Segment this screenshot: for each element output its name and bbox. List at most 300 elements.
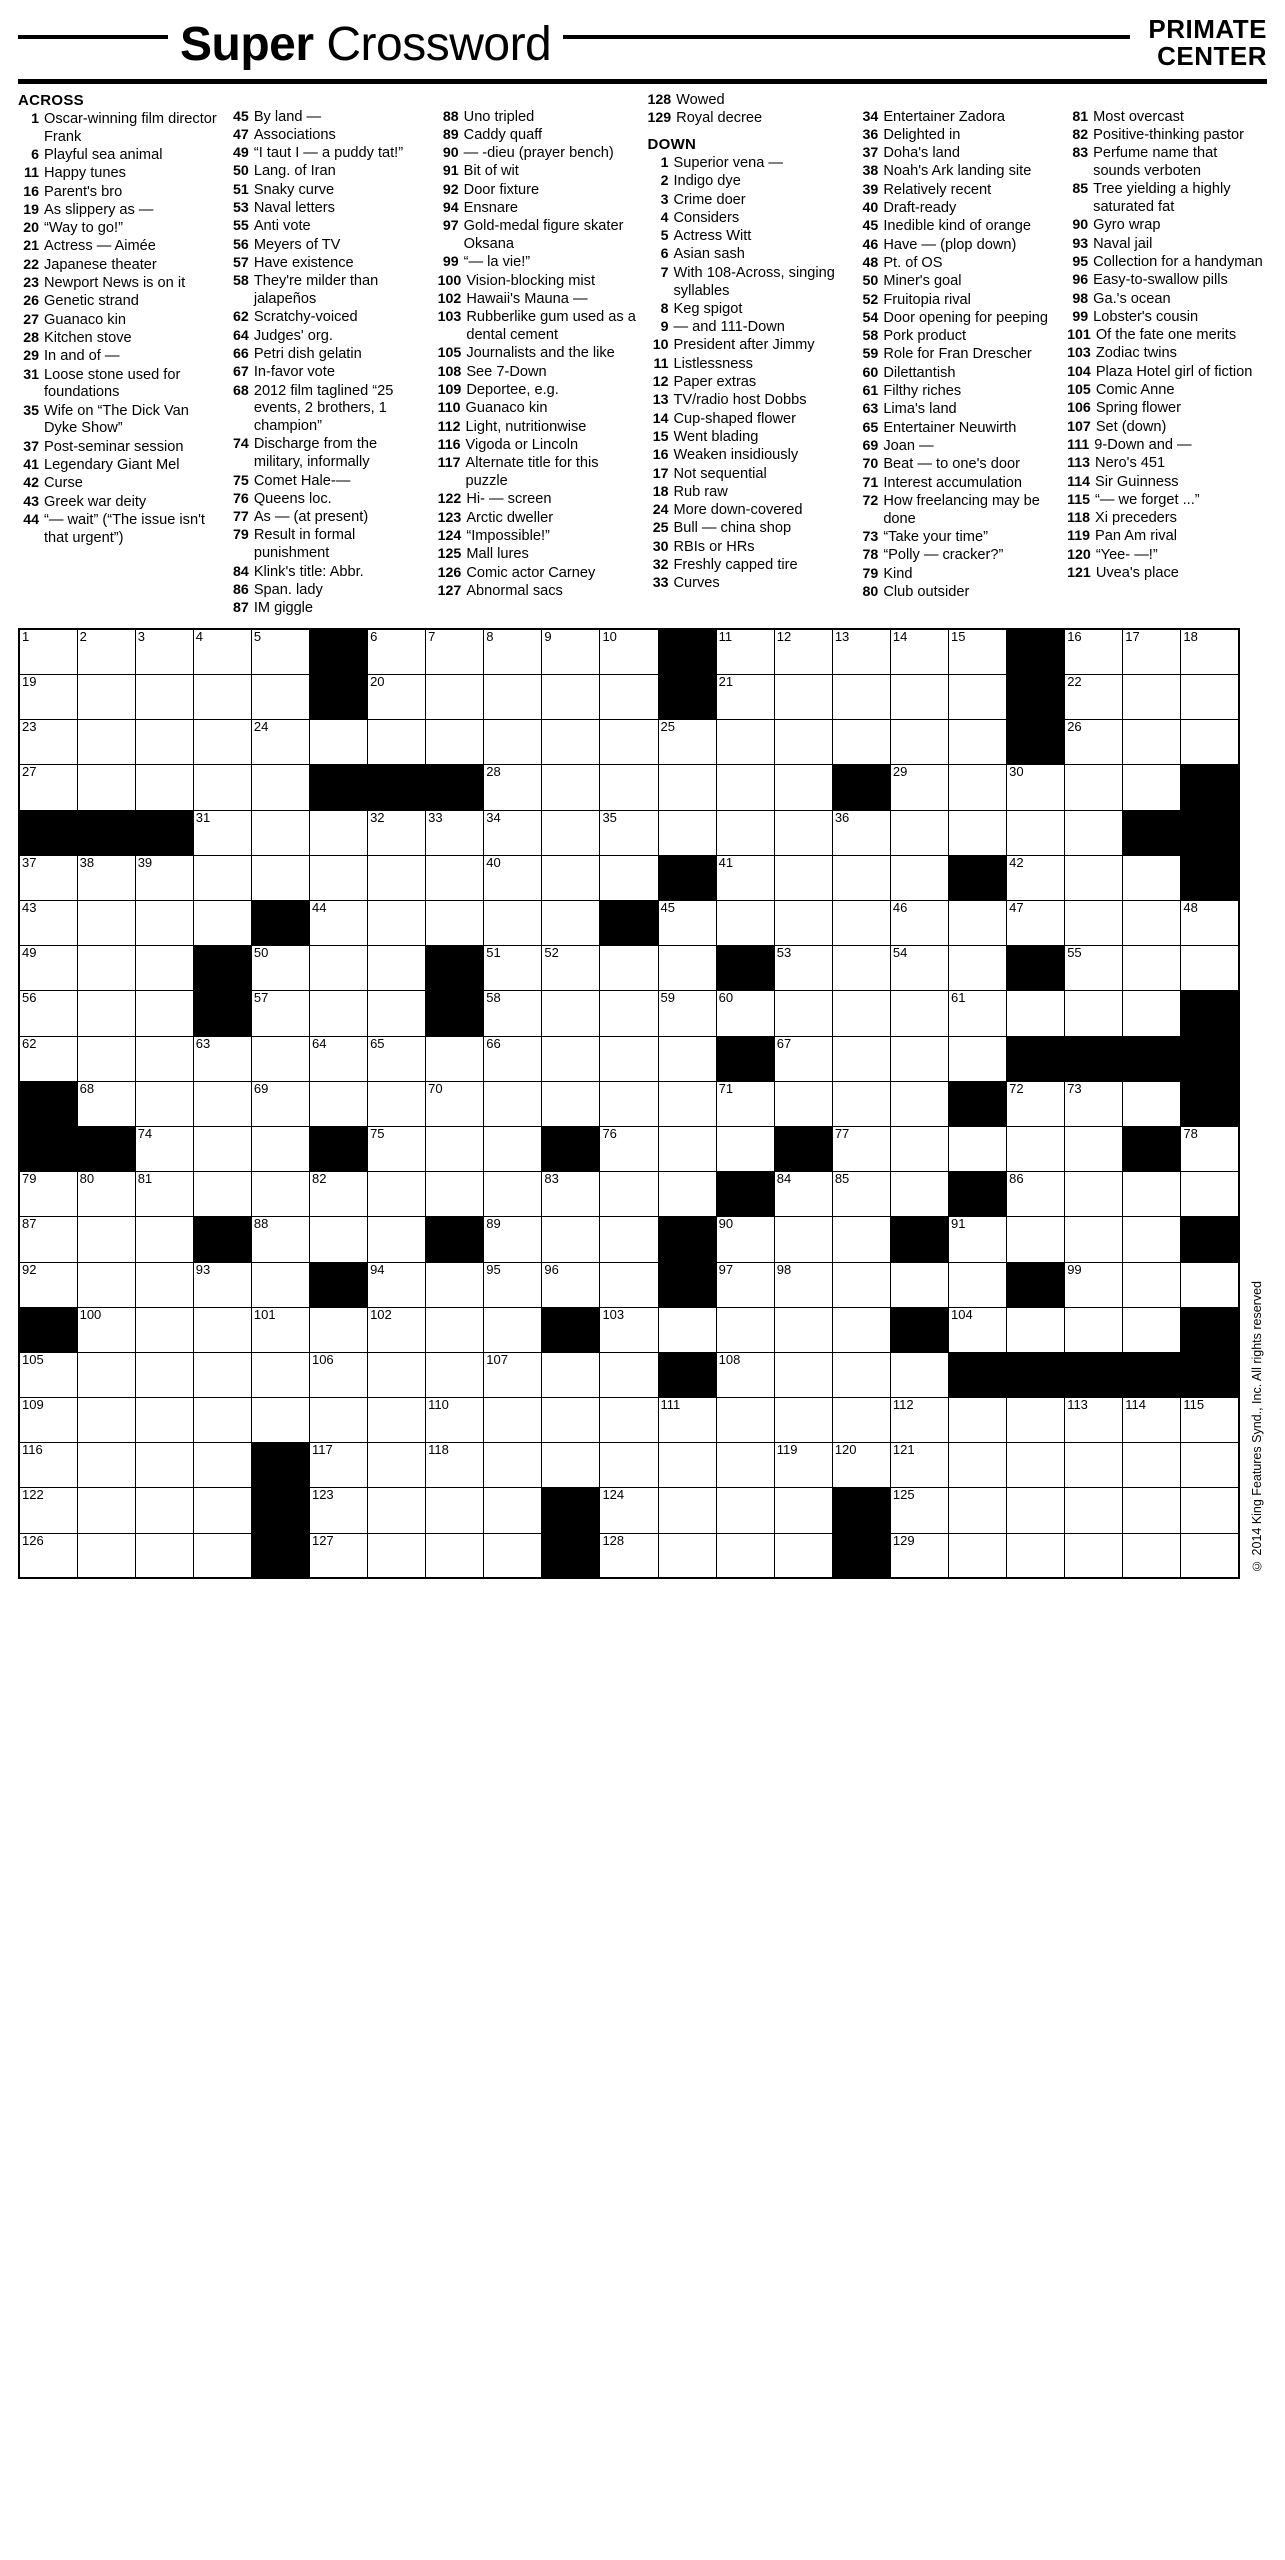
grid-cell[interactable]: [77, 1172, 135, 1217]
grid-cell[interactable]: [774, 765, 832, 810]
grid-cell[interactable]: [1181, 1172, 1239, 1217]
grid-cell[interactable]: [774, 1036, 832, 1081]
grid-cell[interactable]: [1065, 1488, 1123, 1533]
grid-cell[interactable]: [1065, 1533, 1123, 1578]
grid-cell[interactable]: [716, 1217, 774, 1262]
grid-cell[interactable]: [484, 855, 542, 900]
grid-cell[interactable]: [774, 720, 832, 765]
grid-cell[interactable]: [193, 720, 251, 765]
grid-cell[interactable]: [542, 1036, 600, 1081]
grid-cell[interactable]: [193, 1533, 251, 1578]
grid-cell[interactable]: [1007, 1172, 1065, 1217]
grid-cell[interactable]: [426, 720, 484, 765]
grid-cell[interactable]: [368, 1533, 426, 1578]
grid-cell[interactable]: [832, 1081, 890, 1126]
grid-cell[interactable]: [949, 675, 1007, 720]
grid-cell[interactable]: [949, 1533, 1007, 1578]
grid-cell[interactable]: [774, 1217, 832, 1262]
grid-cell[interactable]: [890, 901, 948, 946]
grid-cell[interactable]: [542, 1352, 600, 1397]
grid-cell[interactable]: [716, 1352, 774, 1397]
grid-cell[interactable]: [832, 946, 890, 991]
grid-cell[interactable]: [1007, 1217, 1065, 1262]
grid-cell[interactable]: [658, 1081, 716, 1126]
grid-cell[interactable]: [193, 1352, 251, 1397]
grid-cell[interactable]: [949, 1307, 1007, 1352]
grid-cell[interactable]: [1123, 1081, 1181, 1126]
grid-cell[interactable]: [774, 1352, 832, 1397]
grid-cell[interactable]: [542, 1081, 600, 1126]
grid-cell[interactable]: [77, 629, 135, 674]
grid-cell[interactable]: [426, 675, 484, 720]
grid-cell[interactable]: [19, 1036, 77, 1081]
grid-cell[interactable]: [890, 1398, 948, 1443]
grid-cell[interactable]: [1123, 1533, 1181, 1578]
grid-cell[interactable]: [135, 1398, 193, 1443]
grid-cell[interactable]: [658, 1126, 716, 1171]
grid-cell[interactable]: [1123, 1307, 1181, 1352]
grid-cell[interactable]: [1123, 946, 1181, 991]
grid-cell[interactable]: [542, 765, 600, 810]
grid-cell[interactable]: [368, 855, 426, 900]
grid-cell[interactable]: [19, 1533, 77, 1578]
grid-cell[interactable]: [949, 991, 1007, 1036]
grid-cell[interactable]: [890, 1488, 948, 1533]
grid-cell[interactable]: [77, 1262, 135, 1307]
grid-cell[interactable]: [774, 1533, 832, 1578]
grid-cell[interactable]: [1123, 1398, 1181, 1443]
grid-cell[interactable]: [19, 946, 77, 991]
grid-cell[interactable]: [426, 1398, 484, 1443]
grid-cell[interactable]: [542, 991, 600, 1036]
grid-cell[interactable]: [77, 991, 135, 1036]
grid-cell[interactable]: [193, 1398, 251, 1443]
grid-cell[interactable]: [251, 855, 309, 900]
grid-cell[interactable]: [309, 991, 367, 1036]
grid-cell[interactable]: [542, 946, 600, 991]
grid-cell[interactable]: [600, 1443, 658, 1488]
grid-cell[interactable]: [1065, 1398, 1123, 1443]
grid-cell[interactable]: [77, 1307, 135, 1352]
grid-cell[interactable]: [658, 810, 716, 855]
grid-cell[interactable]: [1065, 1307, 1123, 1352]
grid-cell[interactable]: [484, 1307, 542, 1352]
grid-cell[interactable]: [890, 855, 948, 900]
grid-cell[interactable]: [1181, 1533, 1239, 1578]
grid-cell[interactable]: [774, 1262, 832, 1307]
grid-cell[interactable]: [484, 1036, 542, 1081]
grid-cell[interactable]: [309, 855, 367, 900]
grid-cell[interactable]: [135, 1443, 193, 1488]
grid-cell[interactable]: [774, 1398, 832, 1443]
grid-cell[interactable]: [77, 855, 135, 900]
grid-cell[interactable]: [1181, 1443, 1239, 1488]
grid-cell[interactable]: [309, 1172, 367, 1217]
grid-cell[interactable]: [949, 720, 1007, 765]
grid-cell[interactable]: [600, 991, 658, 1036]
grid-cell[interactable]: [832, 810, 890, 855]
grid-cell[interactable]: [1065, 1217, 1123, 1262]
grid-cell[interactable]: [19, 1398, 77, 1443]
grid-cell[interactable]: [1007, 810, 1065, 855]
grid-cell[interactable]: [832, 1398, 890, 1443]
grid-cell[interactable]: [949, 901, 1007, 946]
grid-cell[interactable]: [19, 720, 77, 765]
grid-cell[interactable]: [774, 991, 832, 1036]
grid-cell[interactable]: [1007, 1488, 1065, 1533]
grid-cell[interactable]: [774, 1488, 832, 1533]
grid-cell[interactable]: [426, 629, 484, 674]
grid-cell[interactable]: [542, 1398, 600, 1443]
grid-cell[interactable]: [1065, 720, 1123, 765]
grid-cell[interactable]: [1181, 901, 1239, 946]
grid-cell[interactable]: [658, 991, 716, 1036]
grid-cell[interactable]: [426, 855, 484, 900]
grid-cell[interactable]: [135, 946, 193, 991]
grid-cell[interactable]: [484, 1398, 542, 1443]
grid-cell[interactable]: [832, 1352, 890, 1397]
grid-cell[interactable]: [193, 901, 251, 946]
grid-cell[interactable]: [1007, 1126, 1065, 1171]
grid-cell[interactable]: [890, 1126, 948, 1171]
grid-cell[interactable]: [251, 810, 309, 855]
grid-cell[interactable]: [309, 1352, 367, 1397]
grid-cell[interactable]: [484, 1081, 542, 1126]
grid-cell[interactable]: [716, 720, 774, 765]
grid-cell[interactable]: [1065, 1262, 1123, 1307]
grid-cell[interactable]: [949, 1126, 1007, 1171]
grid-cell[interactable]: [1007, 901, 1065, 946]
grid-cell[interactable]: [309, 1217, 367, 1262]
grid-cell[interactable]: [484, 1443, 542, 1488]
grid-cell[interactable]: [484, 1217, 542, 1262]
grid-cell[interactable]: [251, 1126, 309, 1171]
grid-cell[interactable]: [484, 675, 542, 720]
grid-cell[interactable]: [890, 1081, 948, 1126]
grid-cell[interactable]: [949, 810, 1007, 855]
grid-cell[interactable]: [600, 1352, 658, 1397]
grid-cell[interactable]: [251, 720, 309, 765]
grid-cell[interactable]: [774, 946, 832, 991]
grid-cell[interactable]: [309, 810, 367, 855]
grid-cell[interactable]: [135, 1126, 193, 1171]
grid-cell[interactable]: [77, 1036, 135, 1081]
grid-cell[interactable]: [251, 765, 309, 810]
grid-cell[interactable]: [251, 1307, 309, 1352]
grid-cell[interactable]: [832, 1172, 890, 1217]
grid-cell[interactable]: [542, 1172, 600, 1217]
grid-cell[interactable]: [135, 901, 193, 946]
grid-cell[interactable]: [949, 765, 1007, 810]
grid-cell[interactable]: [658, 1488, 716, 1533]
grid-cell[interactable]: [1007, 765, 1065, 810]
grid-cell[interactable]: [484, 946, 542, 991]
grid-cell[interactable]: [542, 720, 600, 765]
grid-cell[interactable]: [890, 675, 948, 720]
grid-cell[interactable]: [1007, 1443, 1065, 1488]
grid-cell[interactable]: [135, 1488, 193, 1533]
grid-cell[interactable]: [193, 1307, 251, 1352]
grid-cell[interactable]: [368, 901, 426, 946]
grid-cell[interactable]: [135, 1036, 193, 1081]
grid-cell[interactable]: [77, 1488, 135, 1533]
grid-cell[interactable]: [832, 1036, 890, 1081]
grid-cell[interactable]: [1007, 1307, 1065, 1352]
grid-cell[interactable]: [1181, 1126, 1239, 1171]
grid-cell[interactable]: [1007, 1533, 1065, 1578]
crossword-grid[interactable]: [18, 628, 1240, 1579]
grid-cell[interactable]: [135, 991, 193, 1036]
grid-cell[interactable]: [368, 1172, 426, 1217]
grid-cell[interactable]: [949, 1217, 1007, 1262]
grid-cell[interactable]: [1181, 629, 1239, 674]
grid-cell[interactable]: [658, 1443, 716, 1488]
grid-cell[interactable]: [309, 946, 367, 991]
grid-cell[interactable]: [658, 1398, 716, 1443]
grid-cell[interactable]: [368, 1398, 426, 1443]
grid-cell[interactable]: [1123, 1488, 1181, 1533]
grid-cell[interactable]: [716, 855, 774, 900]
grid-cell[interactable]: [832, 991, 890, 1036]
grid-cell[interactable]: [832, 855, 890, 900]
grid-cell[interactable]: [716, 1488, 774, 1533]
grid-cell[interactable]: [426, 1488, 484, 1533]
grid-cell[interactable]: [368, 629, 426, 674]
grid-cell[interactable]: [309, 1398, 367, 1443]
grid-cell[interactable]: [135, 720, 193, 765]
grid-cell[interactable]: [368, 810, 426, 855]
grid-cell[interactable]: [1181, 1262, 1239, 1307]
grid-cell[interactable]: [716, 1262, 774, 1307]
grid-cell[interactable]: [542, 855, 600, 900]
grid-cell[interactable]: [774, 1307, 832, 1352]
grid-cell[interactable]: [890, 720, 948, 765]
grid-cell[interactable]: [890, 629, 948, 674]
grid-cell[interactable]: [600, 765, 658, 810]
grid-cell[interactable]: [600, 1036, 658, 1081]
grid-cell[interactable]: [484, 1126, 542, 1171]
grid-cell[interactable]: [368, 720, 426, 765]
grid-cell[interactable]: [716, 765, 774, 810]
grid-cell[interactable]: [658, 901, 716, 946]
grid-cell[interactable]: [1007, 1081, 1065, 1126]
grid-cell[interactable]: [19, 675, 77, 720]
grid-cell[interactable]: [1123, 901, 1181, 946]
grid-cell[interactable]: [484, 765, 542, 810]
grid-cell[interactable]: [600, 1217, 658, 1262]
grid-cell[interactable]: [1123, 855, 1181, 900]
grid-cell[interactable]: [19, 901, 77, 946]
grid-cell[interactable]: [77, 765, 135, 810]
grid-cell[interactable]: [1181, 946, 1239, 991]
grid-cell[interactable]: [309, 1533, 367, 1578]
grid-cell[interactable]: [1065, 855, 1123, 900]
grid-cell[interactable]: [309, 1036, 367, 1081]
grid-cell[interactable]: [251, 946, 309, 991]
grid-cell[interactable]: [193, 810, 251, 855]
grid-cell[interactable]: [77, 675, 135, 720]
grid-cell[interactable]: [135, 1262, 193, 1307]
grid-cell[interactable]: [368, 1443, 426, 1488]
grid-cell[interactable]: [1123, 1443, 1181, 1488]
grid-cell[interactable]: [77, 720, 135, 765]
grid-cell[interactable]: [19, 991, 77, 1036]
grid-cell[interactable]: [542, 810, 600, 855]
grid-cell[interactable]: [1123, 720, 1181, 765]
grid-cell[interactable]: [716, 675, 774, 720]
grid-cell[interactable]: [19, 629, 77, 674]
grid-cell[interactable]: [193, 629, 251, 674]
grid-cell[interactable]: [368, 1126, 426, 1171]
grid-cell[interactable]: [1065, 991, 1123, 1036]
grid-cell[interactable]: [368, 1081, 426, 1126]
grid-cell[interactable]: [716, 810, 774, 855]
grid-cell[interactable]: [193, 1488, 251, 1533]
grid-cell[interactable]: [1181, 1398, 1239, 1443]
grid-cell[interactable]: [193, 1126, 251, 1171]
grid-cell[interactable]: [1065, 1126, 1123, 1171]
grid-cell[interactable]: [484, 991, 542, 1036]
grid-cell[interactable]: [77, 1443, 135, 1488]
grid-cell[interactable]: [368, 1036, 426, 1081]
grid-cell[interactable]: [774, 1081, 832, 1126]
grid-cell[interactable]: [600, 946, 658, 991]
grid-cell[interactable]: [19, 1172, 77, 1217]
grid-cell[interactable]: [890, 1262, 948, 1307]
grid-cell[interactable]: [1065, 1443, 1123, 1488]
grid-cell[interactable]: [658, 720, 716, 765]
grid-cell[interactable]: [484, 1352, 542, 1397]
grid-cell[interactable]: [77, 1352, 135, 1397]
grid-cell[interactable]: [658, 946, 716, 991]
grid-cell[interactable]: [251, 1081, 309, 1126]
grid-cell[interactable]: [658, 1172, 716, 1217]
grid-cell[interactable]: [19, 1443, 77, 1488]
grid-cell[interactable]: [774, 810, 832, 855]
grid-cell[interactable]: [135, 1307, 193, 1352]
grid-cell[interactable]: [600, 1081, 658, 1126]
grid-cell[interactable]: [600, 720, 658, 765]
grid-cell[interactable]: [1181, 1488, 1239, 1533]
grid-cell[interactable]: [716, 1533, 774, 1578]
grid-cell[interactable]: [251, 1036, 309, 1081]
grid-cell[interactable]: [774, 1172, 832, 1217]
grid-cell[interactable]: [426, 1172, 484, 1217]
grid-cell[interactable]: [1181, 675, 1239, 720]
grid-cell[interactable]: [949, 1488, 1007, 1533]
grid-cell[interactable]: [426, 1443, 484, 1488]
grid-cell[interactable]: [542, 901, 600, 946]
grid-cell[interactable]: [193, 1262, 251, 1307]
grid-cell[interactable]: [542, 1262, 600, 1307]
grid-cell[interactable]: [890, 765, 948, 810]
grid-cell[interactable]: [484, 1533, 542, 1578]
grid-cell[interactable]: [600, 855, 658, 900]
grid-cell[interactable]: [774, 629, 832, 674]
grid-cell[interactable]: [426, 901, 484, 946]
grid-cell[interactable]: [426, 1307, 484, 1352]
grid-cell[interactable]: [193, 765, 251, 810]
grid-cell[interactable]: [832, 1126, 890, 1171]
grid-cell[interactable]: [774, 901, 832, 946]
grid-cell[interactable]: [1065, 946, 1123, 991]
grid-cell[interactable]: [484, 629, 542, 674]
grid-cell[interactable]: [19, 1352, 77, 1397]
grid-cell[interactable]: [309, 1081, 367, 1126]
grid-cell[interactable]: [251, 629, 309, 674]
grid-cell[interactable]: [890, 810, 948, 855]
grid-cell[interactable]: [890, 1036, 948, 1081]
grid-cell[interactable]: [1123, 1172, 1181, 1217]
grid-cell[interactable]: [1181, 720, 1239, 765]
grid-cell[interactable]: [658, 1036, 716, 1081]
grid-cell[interactable]: [1007, 1398, 1065, 1443]
grid-cell[interactable]: [77, 1533, 135, 1578]
grid-cell[interactable]: [890, 1352, 948, 1397]
grid-cell[interactable]: [600, 1488, 658, 1533]
grid-cell[interactable]: [600, 629, 658, 674]
grid-cell[interactable]: [1007, 855, 1065, 900]
grid-cell[interactable]: [426, 1126, 484, 1171]
grid-cell[interactable]: [19, 1262, 77, 1307]
grid-cell[interactable]: [193, 675, 251, 720]
grid-cell[interactable]: [135, 1352, 193, 1397]
grid-cell[interactable]: [1123, 1217, 1181, 1262]
grid-cell[interactable]: [426, 1036, 484, 1081]
grid-cell[interactable]: [832, 901, 890, 946]
grid-cell[interactable]: [1007, 991, 1065, 1036]
grid-cell[interactable]: [77, 1081, 135, 1126]
grid-cell[interactable]: [1123, 991, 1181, 1036]
grid-cell[interactable]: [309, 720, 367, 765]
grid-cell[interactable]: [949, 629, 1007, 674]
grid-cell[interactable]: [368, 946, 426, 991]
grid-cell[interactable]: [832, 1443, 890, 1488]
grid-cell[interactable]: [774, 855, 832, 900]
grid-cell[interactable]: [484, 1488, 542, 1533]
grid-cell[interactable]: [949, 1398, 1007, 1443]
grid-cell[interactable]: [1123, 765, 1181, 810]
grid-cell[interactable]: [890, 991, 948, 1036]
grid-cell[interactable]: [949, 1262, 1007, 1307]
grid-cell[interactable]: [542, 1443, 600, 1488]
grid-cell[interactable]: [832, 1217, 890, 1262]
grid-cell[interactable]: [1065, 675, 1123, 720]
grid-cell[interactable]: [135, 855, 193, 900]
grid-cell[interactable]: [193, 1036, 251, 1081]
grid-cell[interactable]: [774, 675, 832, 720]
grid-cell[interactable]: [600, 1398, 658, 1443]
grid-cell[interactable]: [600, 1262, 658, 1307]
grid-cell[interactable]: [600, 1533, 658, 1578]
grid-cell[interactable]: [1065, 901, 1123, 946]
grid-cell[interactable]: [600, 1126, 658, 1171]
grid-cell[interactable]: [19, 855, 77, 900]
grid-cell[interactable]: [426, 1081, 484, 1126]
grid-cell[interactable]: [832, 720, 890, 765]
grid-cell[interactable]: [251, 1262, 309, 1307]
grid-cell[interactable]: [251, 1172, 309, 1217]
grid-cell[interactable]: [658, 1307, 716, 1352]
grid-cell[interactable]: [890, 1443, 948, 1488]
grid-cell[interactable]: [309, 901, 367, 946]
grid-cell[interactable]: [484, 901, 542, 946]
grid-cell[interactable]: [193, 1443, 251, 1488]
grid-cell[interactable]: [1123, 675, 1181, 720]
grid-cell[interactable]: [600, 1172, 658, 1217]
grid-cell[interactable]: [716, 901, 774, 946]
grid-cell[interactable]: [1123, 1262, 1181, 1307]
